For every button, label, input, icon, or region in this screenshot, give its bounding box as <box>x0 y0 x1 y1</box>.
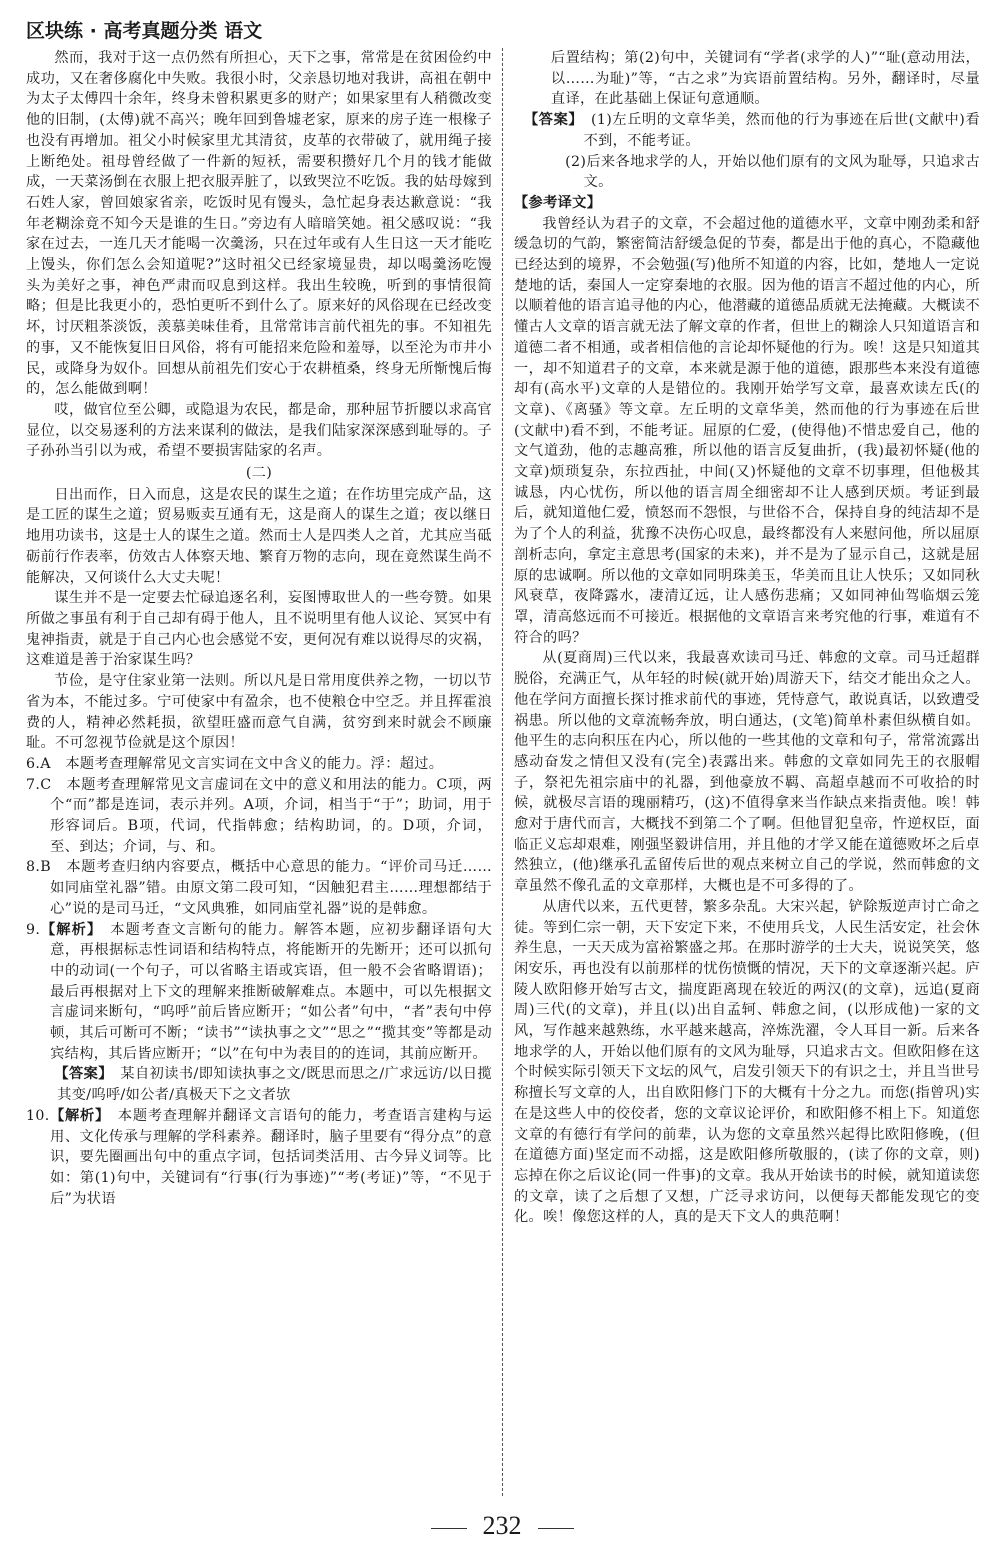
paragraph: 日出而作，日入而息，这是农民的谋生之道；在作坊里完成产品，这是工匠的谋生之道；贸易贩卖互通有无，这是商人的谋生之道；夜以继日地用功读书，这是士人的谋生之道。然而士人是四类人之首，尤其应当砥砺前行作表率，仿效古人体察天地、繁育万物的志向，现在竟然谋生尚不能解决，又何谈什么大丈夫呢！ <box>26 486 492 586</box>
continued-analysis: 后置结构；第(2)句中，关键词有“学者(求学的人)”“耻(意动用法，以……为耻)”等，“古之求”为宾语前置结构。另外，翻译时，尽量直译，在此基础上保证句意通顺。 <box>550 50 980 108</box>
paragraph: 从(夏商周)三代以来，我最喜欢读司马迁、韩愈的文章。司马迁超群脱俗，充满正气，从年轻的时候(就开始)周游天下，结交才能出众之人。他在学问方面擅长探讨推求前代的事迹，凭恃意气，敢说真话，以致遭受祸患。所以他的文章流畅奔放，明白通达，(文笔)简单朴素但纵横自如。他平生的志向积压在内心，所以他的一些其他的文章和句子，常常流露出感动奋发之情但又没有(完全)表露出来。韩愈的文章如同先王的衣服帽子，祭祀先祖宗庙中的礼器，到他豪放不羁、高超卓越而不可收拾的时候，就极尽言语的瑰丽精巧，(这)不值得拿来当作缺点来指责他。唉！韩愈对于唐代而言，大概找不到第二个了啊。但他冒犯皇帝，忤逆权臣，面临正义忘却艰难，刚强坚毅讲信用，并且他的才学又能在道德败坏之后卓然独立，(他)继承孔孟留传后世的观点来树立自己的学说，然而韩愈的文章虽然不像孔孟的文章那样，大概也是不可多得的了。 <box>514 650 980 895</box>
analysis-tag: 【解析】 <box>49 1107 103 1124</box>
answer-item-10 <box>26 1106 492 1210</box>
answer-item-8: 8.B 本题考查归纳内容要点，概括中心意思的能力。“评价司马迁……如同庙堂礼器”错。由原文第二段可知，“因触犯君主……理想都结于心”说的是司马迁，“文风典雅，如同庙堂礼器”说的是韩愈。 <box>26 859 492 917</box>
section-heading: (二) <box>245 465 273 482</box>
answer-text: (1)左丘明的文章华美，然而他的行为事迹在后世(文献中)看不到，不能考证。 <box>583 112 980 149</box>
paragraph: 我曾经认为君子的文章，不会超过他的道德水平，文章中刚劲柔和舒缓急切的气韵，繁密简洁舒缓急促的节奏，都是出于他的真心，不隐藏他已经达到的境界，不会勉强(写)他所不知道的内容，比如，楚地人一定说楚地的话，秦国人一定穿秦地的衣服。因为他的语言不超过他的内心，所以顺着他的语言追寻他的内心，他潜藏的道德品质就无法掩藏。大概读不懂古人文章的语言就无法了解文章的作者，但世上的糊涂人只知道语言和道德二者不相通，或者相信他的言论却怀疑他的行为。唉！这是只知道其一，却不知道君子的文章，本来就是源于他的道德，跟那些本来没有道德却有(高水平)文章的人是错位的。我刚开始学写文章，最喜欢读左氏(的文章)、《离骚》等文章。左丘明的文章华美，然而他的行为事迹在后世(文献中)看不到，不能考证。屈原的仁爱，(使得他)不惜忠爱自己，他的文气道劲，他的志趣高雅，所以他的语言反复曲折，(我)最初怀疑(他的文章)烦琐复杂，东拉西扯，中间(又)怀疑他的文章不切事理，但他极其诚恳，内心忧伤，所以他的语言周全细密却不让人感到厌烦。考证到最后，就知道他仁爱，愤怒而不怨恨，与世俗不合，保持自身的纯洁却不是为了个人的利益，犹豫不决伤心叹息，最终都没有人来慰问他，所以屈原剖析志向，拿定主意思考(国家的未来)，并不是为了显示自己，这就是屈原的忠诚啊。所以他的文章如同明珠美玉，华美而且让人快乐；又如同秋风衰草，夜降露水，凄清辽远，让人感伤悲痛；又如同神仙驾临烟云笼罩，清高悠远而不可接近。根据他的文章语言来考究他的行事，难道有不符合的吗？ <box>514 215 980 646</box>
reference-translation-heading: 【参考译文】 <box>514 194 602 211</box>
left-column <box>26 48 492 1496</box>
answer-line: (2)后来各地求学的人，开始以他们原有的文风为耻辱，只追求古文。 <box>565 153 980 191</box>
page-number: 232 <box>0 1511 1004 1541</box>
item-number: 10. <box>26 1107 50 1124</box>
analysis-text: 本题考查文言断句的能力。解答本题，应初步翻译语句大意，再根据标志性词语和结构特点，将能断开的先断开；还可以抓句中的动词(一个句子，可以省略主语或宾语，但一般不会省略谓语)；最后再根据对上下文的理解来推断破解难点。本题中，可以先根据文言虚词来断句，“呜呼”前后皆应断开；“如公者”句中，“者”表句中停顿，其后可断可不断；“读书”“读执事之文”“思之”“揽其变”等都是动宾结构，其后皆应断开；“以”在句中为表目的的连词，其前应断开。 <box>50 921 492 1062</box>
answer-tag: 【答案】 <box>523 112 577 129</box>
paragraph: 哎，做官位至公卿，或隐退为农民，都是命，那种屈节折腰以求高官显位，以交易逐利的方法来谋利的做法，是我们陆家深深感到耻辱的。子子孙孙当引以为戒，希望不要损害陆家的名声。 <box>26 401 492 460</box>
paragraph: 从唐代以来，五代更替，繁多杂乱。大宋兴起，铲除叛逆声讨亡命之徒。等到仁宗一朝，天下安定下来，不使用兵戈，人民生活安定，社会休养生息，一天天成为富裕繁盛之邦。在那时游学的士大夫，说说笑笑，悠闲安乐，再也没有以前那样的忧伤愤慨的情况，天下的文章逐渐兴起。庐陵人欧阳修开始写古文，揣度距离现在较近的两汉(的文章)，远追(夏商周)三代(的文章)，并且(以)出自孟轲、韩愈之间，(以形成他)一家的文风，写作越来越熟练，水平越来越高，淬炼洗濯，令人耳目一新。后来各地求学的人，开始以他们原有的文风为耻辱，只追求古文。但欧阳修在这个时候实际引领天下文坛的风气，启发引领天下的有识之士，并且当世号称擅长写文章的人，出自欧阳修门下的大概有十分之九。而您(指曾巩)实在是这些人中的佼佼者，您的文章议论评价，和欧阳修不相上下。知道您文章的有德行有学问的前辈，认为您的文章虽然兴起得比欧阳修晚，(但在道德方面)坚定而不动摇，这是欧阳修所敬服的，(读了你的文章，则)忘掉在你之后议论(同一件事)的文章。我从开始读书的时候，就知道读您的文章，读了之后想了又想，广泛寻求访问，以便每天都能发现它的变化。唉！像您这样的人，真的是天下文人的典范啊！ <box>514 898 980 1226</box>
analysis-tag: 【解析】 <box>40 921 96 938</box>
page-header: 区块练 · 高考真题分类 语文 <box>26 20 263 42</box>
answer-line <box>514 110 980 151</box>
item-number: 9. <box>26 921 41 938</box>
right-column <box>514 48 980 1496</box>
answer-text: 某自初读书/即知读执事之文/既思而思之/广求远访/以日揽其变/呜呼/如公者/真极天下之文者欤 <box>57 1066 492 1104</box>
paragraph: 节俭，是守住家业第一法则。所以凡是日常用度供养之物，一切以节省为本，不能过多。宁可使家中有盈余，也不使粮仓中空乏。并且挥霍浪费的人，精神必然耗损，欲望旺盛而意气自满，贫穷到来时就会不顾廉耻。不可忽视节俭就是这个原因！ <box>26 673 492 752</box>
answer-item-6: 6.A 本题考查理解常见文言实词在文中含义的能力。浮：超过。 <box>26 755 444 772</box>
answer-line <box>26 1064 492 1105</box>
analysis-text: 本题考查理解并翻译文言语句的能力，考查语言建构与运用、文化传承与理解的学科素养。翻译时，脑子里要有“得分点”的意识，要先圈画出句中的重点字词，包括词类活用、古今异义词等。比如：第(1)句中，关键词有“行事(行为事迹)”“考(考证)”等，“不见于后”为状语 <box>50 1107 492 1207</box>
paragraph: 谋生并不是一定要去忙碌追逐名利，妄图博取世人的一些夸赞。如果所做之事虽有利于自己却有碍于他人，且不说明里有他人议论、冥冥中有鬼神指责，就是于自己内心也会感觉不安，更何况有难以说得尽的灾祸，这难道是善于治家谋生吗？ <box>26 590 492 669</box>
column-divider <box>502 48 503 1496</box>
paragraph: 然而，我对于这一点仍然有所担心，天下之事，常常是在贫困俭约中成功，又在奢侈腐化中失败。我很小时，父亲恳切地对我讲，高祖在朝中为太子太傅四十余年，终身未曾积累更多的财产；如果家里有人稍微改变他的旧制，(太傅)就不高兴；晚年回到鲁墟老家，原来的房子连一根椽子也没有再增加。祖父小时候家里尤其清贫，皮革的衣带破了，就用绳子接上断绝处。祖母曾经做了一件新的短袄，需要积攒好几个月的钱才能做成，一天菜汤倒在衣服上把衣服弄脏了，以致哭泣不吃饭。我的姑母嫁到石姓人家，曾回娘家省亲，吃饭时见有馒头，急忙起身表达歉意说：“我年老糊涂竟不知今天是谁的生日。”旁边有人暗暗笑她。祖父感叹说：“我家在过去，一连几天才能喝一次羹汤，只在过年或有人生日这一天才能吃上馒头，你们怎么会知道呢?”这时祖父已经家境显贵，却以喝羹汤吃馒头为美好之事，神色严肃而叹息到这样。我出生较晚，听到的事情很简略；但是比我更小的，恐怕更听不到什么了。原来好的风俗现在已经改变坏，讨厌粗茶淡饭，羡慕美味佳肴，且常常讳言前代祖先的事。不知祖先的事，又不能恢复旧日风俗，将有可能招来危险和羞辱，以至沦为市井小民，或降身为奴仆。回想从前祖先们安心于农耕植桑，终身无所惭愧后悔的，怎么能做到啊！ <box>26 50 492 398</box>
answer-item-7: 7.C 本题考查理解常见文言虚词在文中的意义和用法的能力。C项，两个“而”都是连词，表示并列。A项，介词，相当于“于”；助词，用于形容词后。B项，代词，代指韩愈；结构助词，的。D项，介词，至、到达；介词，与、和。 <box>26 776 492 855</box>
answer-item-9 <box>26 920 492 1065</box>
answer-tag: 【答案】 <box>54 1066 106 1083</box>
